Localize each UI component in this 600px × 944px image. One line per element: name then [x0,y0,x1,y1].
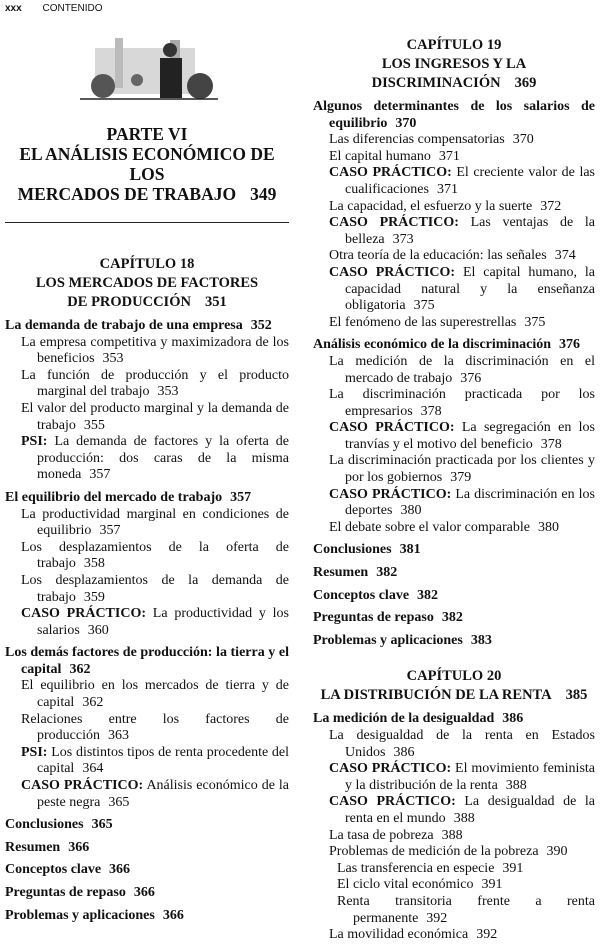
toc-subsection-entry [337,877,595,894]
entry-title: El equilibrio en los mercados de tierra y de capital [21,678,289,711]
toc-subsection-entry [329,265,595,315]
entry-title: La demanda de factores y la oferta de producción: dos caras de la misma moneda [37,434,290,483]
entry-page: 365 [108,794,130,810]
toc-subsection-entry [337,861,595,878]
toc-subsection-entry [21,712,289,745]
toc-subsection-entry [329,149,595,166]
entry-page: 366 [133,885,155,900]
entry-page: 355 [83,417,105,433]
toc-subsection-entry [329,420,595,453]
entry-title: Los desplazamientos de la oferta de trabajo [21,539,289,572]
entry-title: La medición de la desigualdad [313,711,495,727]
toc-section-entry [313,337,595,354]
entry-title: La capacidad, el esfuerzo y la suerte [329,198,533,214]
entry-prefix: PSI: [21,434,48,450]
toc-subsection-entry [329,199,595,216]
toc-subsection-entry [21,335,289,368]
entry-title: La productividad marginal en condiciones de equilibrio [21,506,289,539]
entry-page: 371 [438,148,460,164]
entry-title: Las diferencias compensatorias [329,132,505,148]
toc-subsection-entry [329,844,595,861]
entry-page: 371 [436,181,458,197]
entry-prefix: CASO PRÁCTICO: [329,761,452,777]
entry-title: Los desplazamientos de la demanda de trabajo [21,572,289,605]
toc-section-entry [313,588,595,605]
toc-section-entry [313,99,595,132]
toc-subsection-entry [329,248,595,265]
chapter-19-heading [313,36,595,93]
entry-page: 388 [441,827,463,843]
entry-title: Análisis económico de la discriminación [313,337,551,353]
chapter-18-heading [5,255,289,312]
toc-section-entry [313,565,595,582]
entry-title: Preguntas de repaso [313,610,434,626]
entry-page: 386 [502,711,524,727]
entry-page: 391 [502,860,524,876]
entry-title: Las ventajas de la belleza [345,215,595,247]
toc-subsection-entry [329,453,595,486]
entry-page: 376 [460,370,482,386]
toc-subsection-entry [329,165,595,198]
toc-subsection-entry [21,540,289,573]
entry-page: 370 [395,115,417,131]
toc-subsection-entry [329,520,595,537]
entry-page: 392 [476,927,498,943]
toc-subsection-entry [21,401,289,434]
entry-title: El fenómeno de las superestrellas [329,314,517,330]
entry-title: La discriminación practicada por los clientes y por los gobiernos [329,453,595,486]
entry-page: 375 [413,298,435,314]
chapter-label: CAPÍTULO 19 [406,37,502,53]
entry-page: 375 [524,314,546,330]
entry-page: 366 [162,907,184,923]
entry-title: La productividad y los salarios [37,606,289,638]
entry-page: 357 [89,467,111,483]
entry-title: Otra teoría de la educación: las señales [329,248,547,264]
left-column [5,0,289,924]
toc-section-entry [5,645,289,678]
entry-page: 378 [420,403,442,419]
entry-page: 374 [554,248,576,264]
entry-page: 358 [83,556,105,572]
toc-subsection-entry [21,778,289,811]
part-label: PARTE VI [106,124,188,144]
entry-prefix: CASO PRÁCTICO: [21,606,147,622]
entry-page: 376 [559,337,580,353]
toc-subsection-entry [329,794,595,827]
toc-subsection-entry [329,215,595,248]
entry-title: Conclusiones [313,542,392,558]
entry-title: El valor del producto marginal y la demanda de trabajo [21,400,289,433]
entry-title: La segregación en los tranvías y el motivo del beneficio [345,420,595,452]
entry-page: 353 [157,384,179,400]
entry-title: La discriminación practicada por los empresarios [329,387,595,419]
entry-prefix: CASO PRÁCTICO: [329,486,452,502]
toc-subsection-entry [329,761,595,794]
chapter-title: LOS INGRESOS Y LA DISCRIMINACIÓN 369 [371,56,537,91]
toc-section-entry [5,817,289,834]
toc-section-entry [313,542,595,559]
entry-title: El ciclo vital económico [337,877,474,893]
entry-title: La demanda de trabajo de una empresa [5,318,243,333]
toc-subsection-entry [329,315,595,332]
entry-page: 379 [450,470,472,486]
running-header-section: CONTENIDO [42,3,103,14]
entry-title: El debate sobre el valor comparable [329,519,530,535]
entry-page: 365 [91,817,113,833]
entry-prefix: CASO PRÁCTICO: [329,165,452,181]
entry-title: Renta transitoria frente a renta permanente [337,893,595,926]
part-illustration-image [75,28,223,100]
part-page: 349 [250,184,277,204]
toc-section-entry [313,633,595,650]
entry-title: La discriminación en los deportes [345,486,595,519]
toc-section-entry [5,862,289,879]
entry-prefix: CASO PRÁCTICO: [329,215,459,231]
toc-subsection-entry [329,487,595,520]
entry-title: El movimiento feminista y la distribución de la renta [345,761,595,793]
entry-title: La desigualdad de la renta en el mundo [345,794,595,826]
entry-page: 357 [230,489,252,505]
entry-page: 388 [453,810,475,826]
chapter-title: LA DISTRIBUCIÓN DE LA RENTA 385 [320,687,588,704]
entry-title: El capital humano, la capacidad natural y la enseñanza obligatoria [345,264,595,314]
entry-prefix: CASO PRÁCTICO: [329,794,456,810]
entry-page: 362 [82,695,104,711]
entry-page: 388 [505,777,527,793]
entry-page: 390 [546,844,568,860]
entry-title: Conceptos clave [5,862,102,878]
entry-title: Problemas y aplicaciones [313,632,463,648]
entry-title: La empresa competitiva y maximizadora de los beneficios [21,334,289,367]
toc-subsection-entry [21,745,289,778]
chapter-page: 351 [204,294,227,310]
entry-page: 372 [540,198,562,214]
chapter-title-line2: DE PRODUCCIÓN 351 [67,294,227,310]
entry-title: Las transferencia en especie [337,860,495,876]
chapter-19-toc [313,99,595,649]
entry-title: La tasa de pobreza [329,827,434,843]
toc-subsection-entry [329,387,595,420]
toc-section-entry [5,840,289,857]
chapter-page: 369 [514,75,537,91]
entry-page: 357 [99,523,121,539]
entry-page: 359 [83,589,105,605]
entry-page: 362 [69,661,91,677]
entry-title: La función de producción y el producto marginal del trabajo [21,367,289,400]
toc-section-entry [313,610,595,627]
toc-section-entry [5,908,289,925]
entry-page: 353 [102,351,124,367]
toc-subsection-entry [329,828,595,845]
chapter-label: CAPÍTULO 20 [406,668,502,685]
right-column [313,0,595,944]
toc-subsection-entry [21,434,289,484]
entry-page: 352 [250,318,272,333]
entry-title: Los distintos tipos de renta procedente del capital [37,744,290,777]
part-heading [5,124,289,204]
entry-page: 380 [537,519,559,535]
entry-title: Algunos determinantes de los salarios de equilibrio [313,99,595,131]
page-number: xxx [5,3,22,14]
toc-subsection-entry [21,368,289,401]
entry-title: Resumen [313,565,369,581]
entry-page: 386 [393,744,415,760]
toc-subsection-entry [329,132,595,149]
entry-page: 363 [107,728,129,744]
entry-page: 373 [392,231,414,247]
entry-page: 370 [512,132,534,148]
entry-page: 391 [481,877,503,893]
toc-subsection-entry [21,573,289,606]
entry-title: Conclusiones [5,817,84,833]
chapter-20-heading [313,667,595,705]
toc-subsection-entry [21,606,289,639]
entry-title: Análisis económico de la peste negra [37,778,289,810]
toc-section-entry [5,490,289,507]
chapter-20-toc [313,711,595,943]
entry-page: 380 [400,503,422,519]
toc-section-entry [313,711,595,728]
entry-title: El equilibrio del mercado de trabajo [5,489,223,505]
entry-page: 378 [540,436,562,452]
divider [5,222,289,223]
toc-subsection-entry [329,927,595,944]
entry-title: Problemas y aplicaciones [5,907,155,923]
entry-prefix: PSI: [21,744,48,760]
entry-page: 366 [109,862,131,878]
entry-title: La desigualdad de la renta en Estados Unidos [329,728,595,760]
entry-page: 364 [82,761,104,777]
entry-prefix: CASO PRÁCTICO: [21,778,144,794]
part-title-line1: EL ANÁLISIS ECONÓMICO DE LOS [19,144,275,184]
entry-title: Problemas de medición de la pobreza [329,844,539,860]
entry-page: 383 [470,632,492,648]
entry-title: La medición de la discriminación en el mercado de trabajo [329,353,595,386]
entry-title: Preguntas de repaso [5,885,126,900]
entry-title: El creciente valor de las cualificaciones [345,165,595,197]
toc-section-entry [5,318,289,335]
toc-section-entry [5,885,289,902]
entry-page: 381 [399,542,421,558]
entry-page: 382 [417,587,439,603]
part-title-line2: MERCADOS DE TRABAJO 349 [17,184,277,204]
entry-page: 392 [426,910,448,926]
entry-page: 360 [87,622,109,638]
entry-page: 382 [376,565,398,581]
entry-title: El capital humano [329,148,431,164]
toc-subsection-entry [329,354,595,387]
toc-subsection-entry [329,728,595,761]
entry-title: Relaciones entre los factores de producción [21,711,289,744]
entry-prefix: CASO PRÁCTICO: [329,420,455,436]
chapter-18-toc [5,318,289,924]
entry-title: La movilidad económica [329,927,469,943]
entry-prefix: CASO PRÁCTICO: [329,264,456,280]
toc-subsection-entry [21,507,289,540]
entry-page: 366 [68,839,90,855]
entry-title: Resumen [5,839,61,855]
toc-subsection-entry [337,894,595,927]
entry-page: 382 [441,610,463,626]
toc-subsection-entry [21,678,289,711]
entry-title: Los demás factores de producción: la tierra y el capital [5,645,289,677]
chapter-title: LOS MERCADOS DE FACTORES [35,275,259,291]
entry-title: Conceptos clave [313,587,410,603]
chapter-label: CAPÍTULO 18 [99,256,195,272]
chapter-page: 385 [565,687,588,704]
